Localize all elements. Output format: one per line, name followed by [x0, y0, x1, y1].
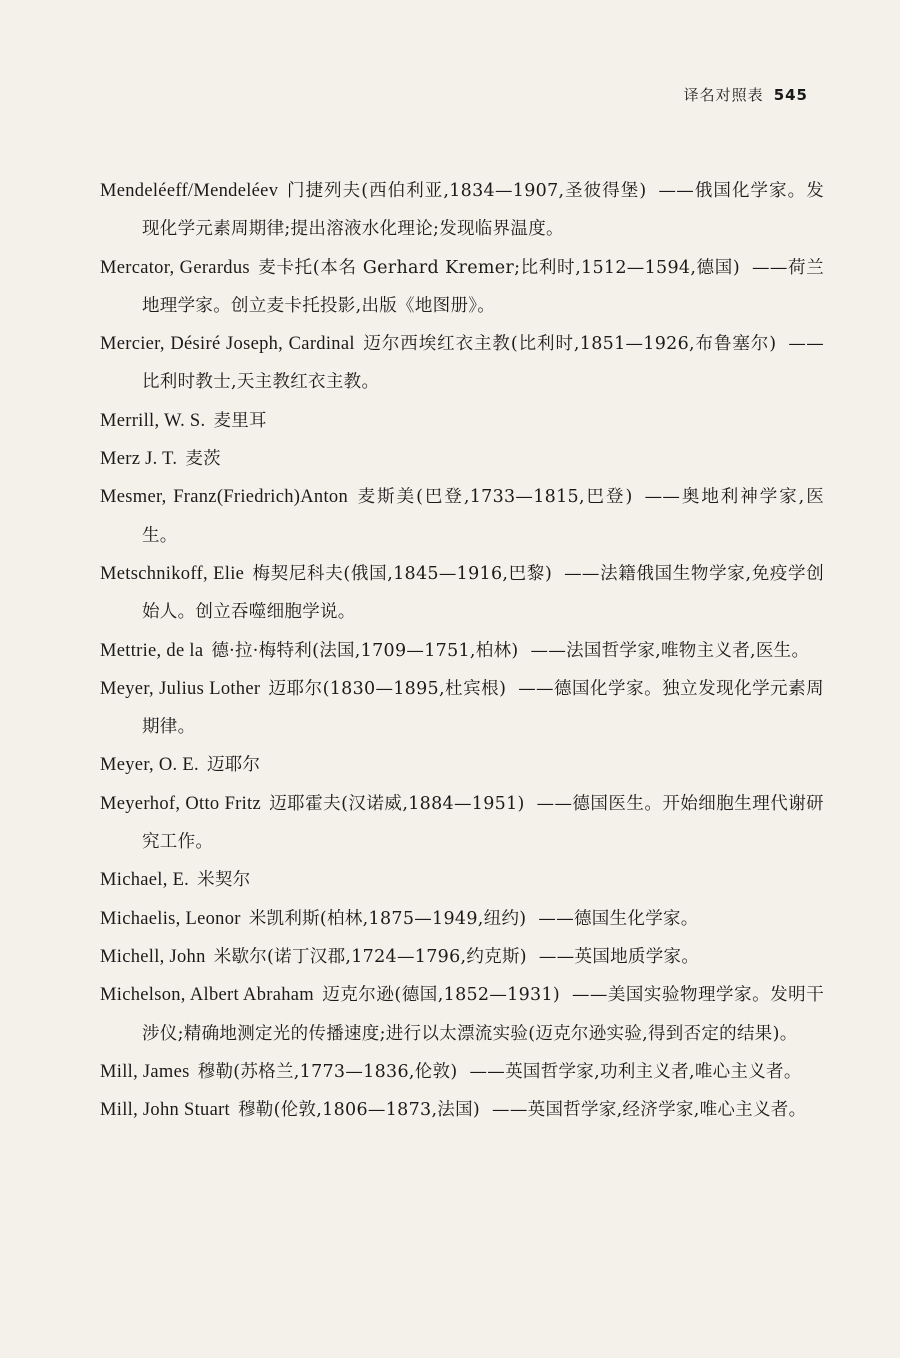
entry-chinese-name: 迈克尔逊(德国,1852—1931): [322, 985, 561, 1006]
entry-latin-name: Mettrie, de la: [100, 640, 204, 661]
entry-latin-name: Michaelis, Leonor: [100, 908, 241, 929]
entry-description: ——奥地利神学家,医生。: [142, 487, 825, 546]
entry-description: ——比利时教士,天主教红衣主教。: [142, 334, 824, 393]
entry-latin-name: Michael, E.: [100, 870, 190, 891]
entry-chinese-name: 麦里耳: [213, 410, 267, 431]
entry-chinese-name: 迈耶尔: [206, 755, 261, 776]
glossary-entry: [100, 440, 824, 478]
entry-description: ——德国医生。开始细胞生理代谢研究工作。: [142, 793, 824, 853]
glossary-entry: [100, 172, 824, 249]
entry-latin-name: Mill, James: [100, 1061, 190, 1082]
glossary-entry: [100, 785, 824, 862]
entry-chinese-name: 门捷列夫(西伯利亚,1834—1907,圣彼得堡): [286, 181, 647, 201]
entry-latin-name: Michelson, Albert Abraham: [100, 985, 314, 1006]
entry-chinese-name: 麦茨: [185, 449, 221, 470]
entry-latin-name: Merrill, W. S.: [100, 410, 206, 431]
entry-description: ——美国实验物理学家。发明干涉仪;精确地测定光的传播速度;进行以太漂流实验(迈克尔逊实验,得到否定的结果)。: [142, 985, 824, 1044]
entry-description: ——俄国化学家。发现化学元素周期律;提出溶液水化理论;发现临界温度。: [142, 181, 824, 240]
entry-latin-name: Mesmer, Franz(Friedrich)Anton: [100, 487, 349, 508]
entry-latin-name: Merz J. T.: [100, 449, 178, 470]
entry-latin-name: Meyer, O. E.: [100, 755, 199, 776]
entry-latin-name: Mercier, Désiré Joseph, Cardinal: [100, 334, 355, 355]
glossary-entry: [100, 555, 824, 632]
entry-chinese-name: 迈耶尔(1830—1895,杜宾根): [268, 678, 507, 699]
entry-description: ——英国哲学家,经济学家,唯心主义者。: [492, 1100, 807, 1121]
entry-chinese-name: 米歇尔(诺丁汉郡,1724—1796,约克斯): [213, 946, 527, 967]
entry-latin-name: Mill, John Stuart: [100, 1100, 230, 1121]
entry-description: ——德国生化学家。: [538, 908, 699, 929]
entry-latin-name: Mercator, Gerardus: [100, 257, 250, 278]
entry-chinese-name: 穆勒(伦敦,1806—1873,法国): [237, 1100, 481, 1121]
entry-chinese-name: 梅契尼科夫(俄国,1845—1916,巴黎): [252, 563, 553, 584]
glossary-entry: [100, 402, 824, 440]
glossary-entry: [100, 632, 824, 670]
entry-chinese-name: 穆勒(苏格兰,1773—1836,伦敦): [197, 1061, 458, 1082]
entry-chinese-name: 迈尔西埃红衣主教(比利时,1851—1926,布鲁塞尔): [362, 334, 777, 355]
entry-latin-name: Michell, John: [100, 946, 206, 967]
entry-chinese-name: 米契尔: [197, 870, 251, 891]
entry-latin-name: Meyer, Julius Lother: [100, 678, 261, 699]
entry-description: ——荷兰地理学家。创立麦卡托投影,出版《地图册》。: [142, 257, 824, 316]
entry-description: ——法籍俄国生物学家,免疫学创始人。创立吞噬细胞学说。: [142, 563, 825, 623]
glossary-entry: [100, 249, 824, 326]
glossary-entry: [100, 900, 824, 938]
glossary-entry: [100, 938, 824, 976]
glossary-entry: [100, 976, 824, 1053]
glossary-entry: [100, 861, 824, 899]
entry-latin-name: Mendeléeff/Mendeléev: [100, 181, 279, 201]
glossary-entry: [100, 1053, 824, 1091]
entry-chinese-name: 米凯利斯(柏林,1875—1949,纽约): [248, 908, 527, 929]
entry-description: ——英国哲学家,功利主义者,唯心主义者。: [469, 1061, 802, 1082]
entry-latin-name: Meyerhof, Otto Fritz: [100, 793, 262, 814]
glossary-entry: [100, 746, 824, 784]
entry-chinese-name: 德·拉·梅特利(法国,1709—1751,柏林): [211, 640, 519, 661]
glossary-entries: [100, 172, 824, 1129]
entry-latin-name: Metschnikoff, Elie: [100, 563, 245, 584]
entry-description: ——英国地质学家。: [538, 946, 700, 967]
entry-chinese-name: 迈耶霍夫(汉诺威,1884—1951): [269, 793, 525, 814]
entry-chinese-name: 麦斯美(巴登,1733—1815,巴登): [356, 487, 633, 508]
running-header: [684, 84, 808, 105]
glossary-entry: [100, 325, 824, 402]
page-number: 545: [773, 86, 808, 104]
entry-description: ——德国化学家。独立发现化学元素周期律。: [142, 678, 824, 738]
glossary-entry: [100, 670, 824, 747]
entry-description: ——法国哲学家,唯物主义者,医生。: [530, 640, 810, 661]
glossary-entry: [100, 478, 824, 555]
entry-chinese-name: 麦卡托(本名 Gerhard Kremer;比利时,1512—1594,德国): [257, 257, 741, 278]
header-title: 译名对照表: [683, 86, 764, 104]
glossary-entry: [100, 1091, 824, 1129]
